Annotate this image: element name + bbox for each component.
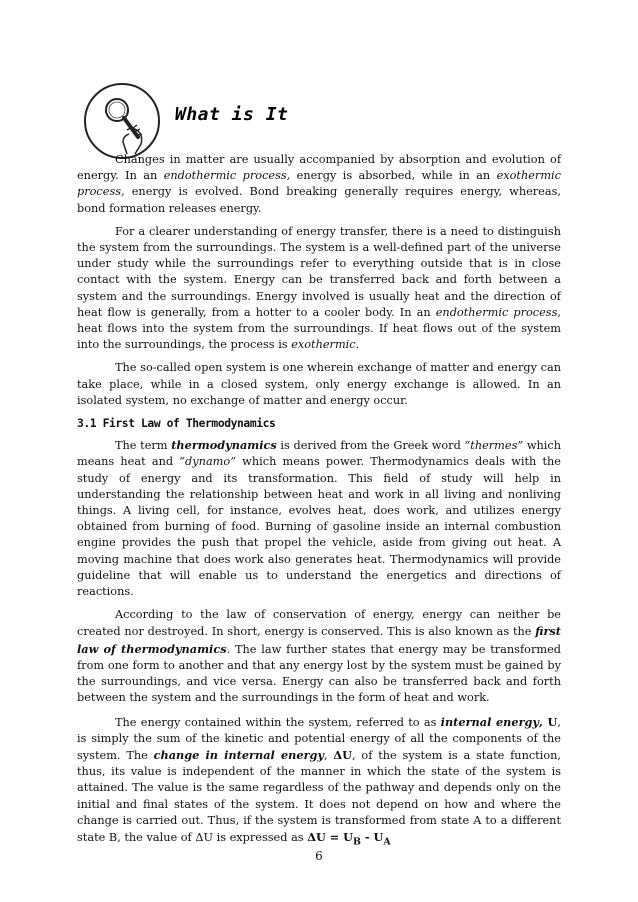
page-number: 6 (315, 849, 323, 863)
document-body (77, 152, 561, 857)
paragraph-thermodynamics-term: The term thermodynamics is derived from the Greek word “thermes” which means heat and “dynamo” which means power. Thermodynamics deals with the study of energy and its transformation. This field of study will help in understanding the relationship between heat and work in all living and nonliving things. A living cell, for instance, evolves heat, does work, and utilizes energy obtained from burning of food. Burning of gasoline inside an internal combustion engine provides the push that propel the vehicle, aside from giving out heat. A moving machine that does work also generates heat. Thermodynamics will provide guideline that will enable us to understand the energetics and directions of reactions. (77, 438, 561, 599)
section-title: What is It (175, 104, 289, 125)
paragraph-energy-changes: Changes in matter are usually accompanied by absorption and evolution of energy. In an endothermic process, energy is absorbed, while in an exothermic process, energy is evolved. Bond breaking generally requires energy, whereas, bond formation releases energy. (77, 153, 561, 215)
paragraph-conservation-of-energy: According to the law of conservation of energy, energy can neither be created nor destroyed. In short, energy is conserved. This is also known as the first law of thermodynamics. The law further states that energy may be transformed from one form to another and that any energy lost by the system must be gained by the surroundings, and vice versa. Energy can also be transferred back and forth between the system and the surroundings in the form of heat and work. (77, 608, 561, 705)
paragraph-internal-energy: The energy contained within the system, referred to as internal energy, U, is simply the sum of the kinetic and potential energy of all the components of the system. The change in internal energy, ΔU, of the system is a state function, thus, its value is independent of the manner in which the state of the system is attained. The value is the same regardless of the pathway and depends only on the initial and final states of the system. It does not depend on how and where the change is carried out. Thus, if the system is transformed from state A to a different state B, the value of ΔU is expressed as $\Delta U = U_B - U_A$ (77, 714, 561, 848)
magnifying-glass-icon (83, 82, 161, 160)
section-heading: 3.1 First Law of Thermodynamics (77, 417, 276, 431)
paragraph-open-closed-system: The so-called open system is one wherein exchange of matter and energy can take place, while in a closed system, only energy exchange is allowed. In an isolated system, no exchange of matter and energy occur. (77, 361, 561, 407)
paragraph-system-surroundings: For a clearer understanding of energy transfer, there is a need to distinguish the system from the surroundings. The system is a well-defined part of the universe under study while the surroundings refer to everything outside that is in close contact with the system. Energy can be transferred back and forth between a system and the surroundings. Energy involved is usually heat and the direction of heat flow is generally, from a hotter to a cooler body. In an endothermic process, heat flows into the system from the surroundings. If heat flows out of the system into the surroundings, the process is exothermic. (77, 224, 561, 352)
